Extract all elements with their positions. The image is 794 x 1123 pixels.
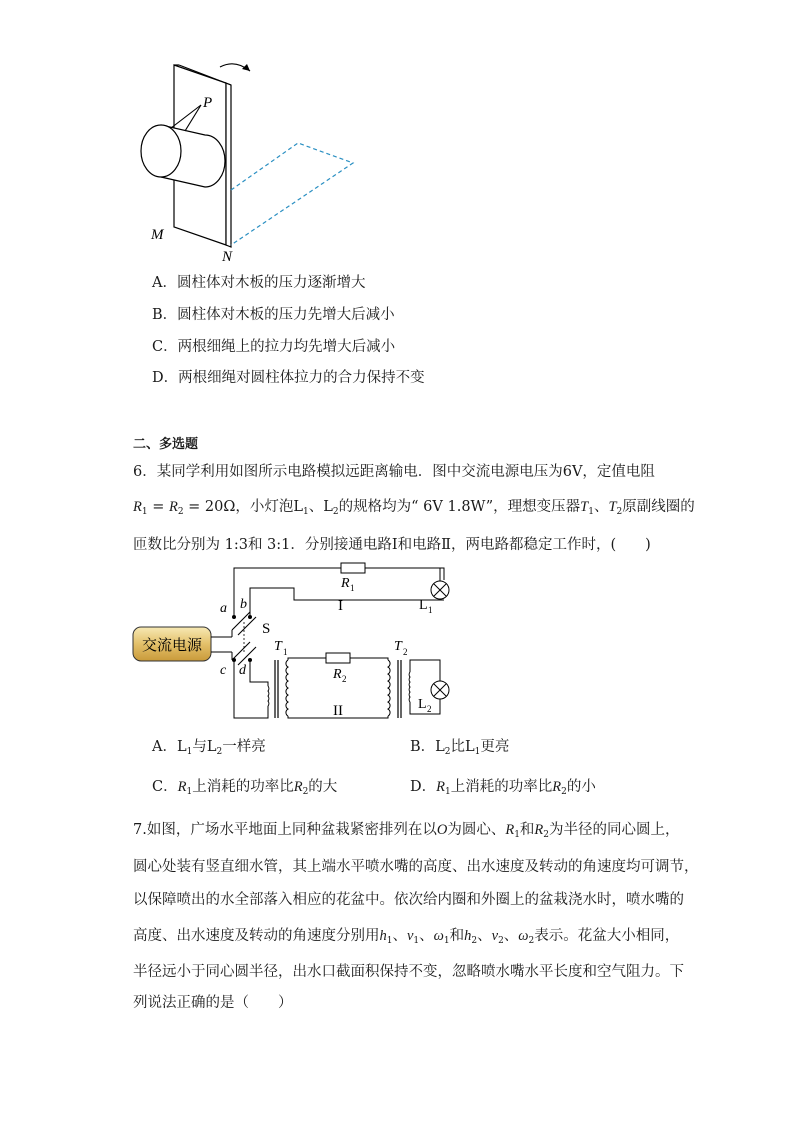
svg-text:2: 2: [403, 647, 408, 657]
label-n: N: [222, 249, 233, 265]
section-title: 二、多选题: [133, 437, 199, 452]
label-m: M: [151, 227, 164, 243]
q6-option-b: B．$L_2$比$L_1$更亮: [410, 739, 510, 757]
q7-line-5: 半径远小于同心圆半径，出水口截面积保持不变，忽略喷水嘴水平长度和空气阻力。下: [133, 964, 684, 980]
svg-text:2: 2: [427, 704, 432, 714]
q6-line-3: 匝数比分别为 1:3和 3:1．分别接通电路Ⅰ和电路Ⅱ，两电路都稳定工作时，( ): [133, 537, 651, 553]
t1-secondary-coil: [286, 660, 288, 716]
terminal-d: d: [239, 663, 246, 678]
circuit-i-label: I: [338, 598, 343, 614]
l1-label: L: [419, 598, 428, 613]
board-edge: [226, 83, 231, 247]
q7-line-6: 列说法正确的是（ ）: [133, 995, 293, 1011]
t2-secondary-coil: [409, 672, 410, 702]
q7-line-1: 7.如图，广场水平地面上同种盆栽紧密排列在以O为圆心、$R_1$和$R_2$为半径的同心圆上，: [133, 822, 680, 840]
switch-blade-1: [232, 612, 250, 630]
q6-option-c: C．$R_1$上消耗的功率比$R_2$的大: [152, 779, 338, 797]
q5-option-a: A．圆柱体对木板的压力逐渐增大: [152, 275, 366, 291]
switch-blade-2: [232, 642, 250, 660]
q5-option-b: B．圆柱体对木板的压力先增大后减小: [152, 307, 395, 323]
terminal-a: a: [220, 601, 227, 616]
q5-option-c: C．两根细绳上的拉力均先增大后减小: [152, 339, 396, 355]
l2-label: L: [418, 697, 427, 712]
t1-primary-coil: [268, 686, 269, 706]
label-p: P: [203, 95, 213, 111]
terminal-c: c: [220, 663, 227, 678]
resistor-r1: [341, 563, 365, 573]
svg-text:1: 1: [283, 647, 288, 657]
switch-label: S: [262, 621, 271, 637]
svg-text:1: 1: [350, 583, 355, 593]
ac-source-label: 交流电源: [141, 638, 203, 654]
t1-label: T: [274, 639, 282, 654]
r1-label: R: [341, 576, 350, 591]
svg-text:2: 2: [342, 674, 347, 684]
q6-option-d: D．$R_1$上消耗的功率比$R_2$的小: [410, 779, 596, 797]
q6-line-1: 6．某同学利用如图所示电路模拟远距离输电．图中交流电源电压为6V，定值电阻: [133, 464, 655, 480]
resistor-r2: [326, 653, 350, 663]
svg-text:1: 1: [428, 605, 433, 615]
circuit-diagram: [128, 560, 468, 725]
r2-label: R: [333, 667, 342, 682]
q7-line-2: 圆心处装有竖直细水管，其上端水平喷水嘴的高度、出水速度及转动的角速度均可调节，: [133, 859, 699, 875]
q7-line-3: 以保障喷出的水全部落入相应的花盆中。依次给内圈和外圈上的盆栽浇水时，喷水嘴的: [133, 892, 684, 908]
q6-line-2: $R_1 = R_2 = 20\Omega$，小灯泡$L_1$、$L_2$的规格均为“ 6V 1.8W”，理想变压器$T_1$、$T_2$原副线圈的: [133, 499, 695, 517]
t2-label: T: [394, 639, 402, 654]
terminal-b: b: [240, 597, 247, 612]
q6-option-a: A．$L_1$与$L_2$一样亮: [152, 739, 266, 757]
q7-line-4: 高度、出水速度及转动的角速度分别用$h_1$、$v_1$、$\omega_1$和$h_2$、$v_2$、$\omega_2$表示。花盆大小相同，: [133, 928, 680, 946]
circuit-ii-label: II: [333, 703, 343, 719]
t2-primary-coil: [388, 660, 390, 716]
q5-option-d: D．两根细绳对圆柱体拉力的合力保持不变: [152, 370, 425, 386]
cylinder-end: [141, 125, 181, 177]
horizontal-plane-dashed: [231, 143, 353, 245]
cylinder-board-figure: [125, 55, 365, 265]
